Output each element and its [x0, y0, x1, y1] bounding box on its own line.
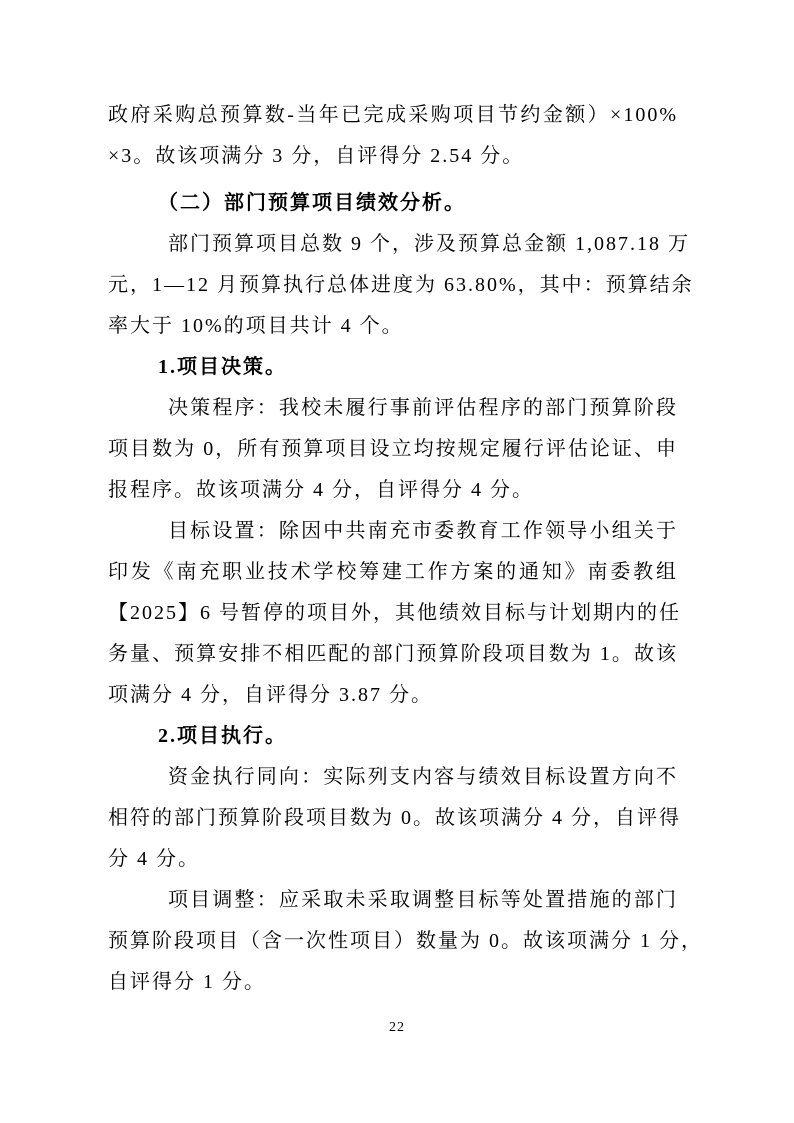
body-line: 报程序。故该项满分 4 分，自评得分 4 分。 — [108, 479, 534, 501]
body-line: 项满分 4 分，自评得分 3.87 分。 — [108, 684, 433, 706]
body-line: 决策程序：我校未履行事前评估程序的部门预算阶段 — [168, 397, 678, 419]
section-heading: 1.项目决策。 — [158, 356, 287, 378]
body-line: 目标设置：除因中共南充市委教育工作领导小组关于 — [168, 520, 678, 542]
body-line: 分 4 分。 — [108, 848, 200, 870]
body-line: 自评得分 1 分。 — [108, 971, 266, 993]
body-line: ×3。故该项满分 3 分，自评得分 2.54 分。 — [108, 145, 525, 167]
section-heading: （二）部门预算项目绩效分析。 — [158, 192, 466, 214]
page-body — [108, 95, 703, 1003]
section-heading: 2.项目执行。 — [158, 725, 287, 747]
body-line: 政府采购总预算数-当年已完成采购项目节约金额）×100% — [108, 104, 678, 126]
body-line: 【2025】6 号暂停的项目外，其他绩效目标与计划期内的任 — [108, 602, 681, 624]
body-line: 率大于 10%的项目共计 4 个。 — [108, 315, 404, 337]
body-line: 资金执行同向：实际列支内容与绩效目标设置方向不 — [168, 766, 678, 788]
body-line: 印发《南充职业技术学校筹建工作方案的通知》南委教组 — [108, 561, 678, 583]
body-line: 项目数为 0，所有预算项目设立均按规定履行评估论证、申 — [108, 438, 678, 460]
body-line: 预算阶段项目（含一次性项目）数量为 0。故该项满分 1 分， — [108, 930, 703, 952]
page-number: 22 — [389, 1020, 405, 1035]
body-line: 元，1—12 月预算执行总体进度为 63.80%，其中：预算结余 — [108, 274, 694, 296]
body-line: 项目调整：应采取未采取调整目标等处置措施的部门 — [168, 889, 678, 911]
body-line: 相符的部门预算阶段项目数为 0。故该项满分 4 分，自评得 — [108, 807, 681, 829]
body-line: 部门预算项目总数 9 个，涉及预算总金额 1,087.18 万 — [168, 233, 690, 255]
body-line: 务量、预算安排不相匹配的部门预算阶段项目数为 1。故该 — [108, 643, 678, 665]
